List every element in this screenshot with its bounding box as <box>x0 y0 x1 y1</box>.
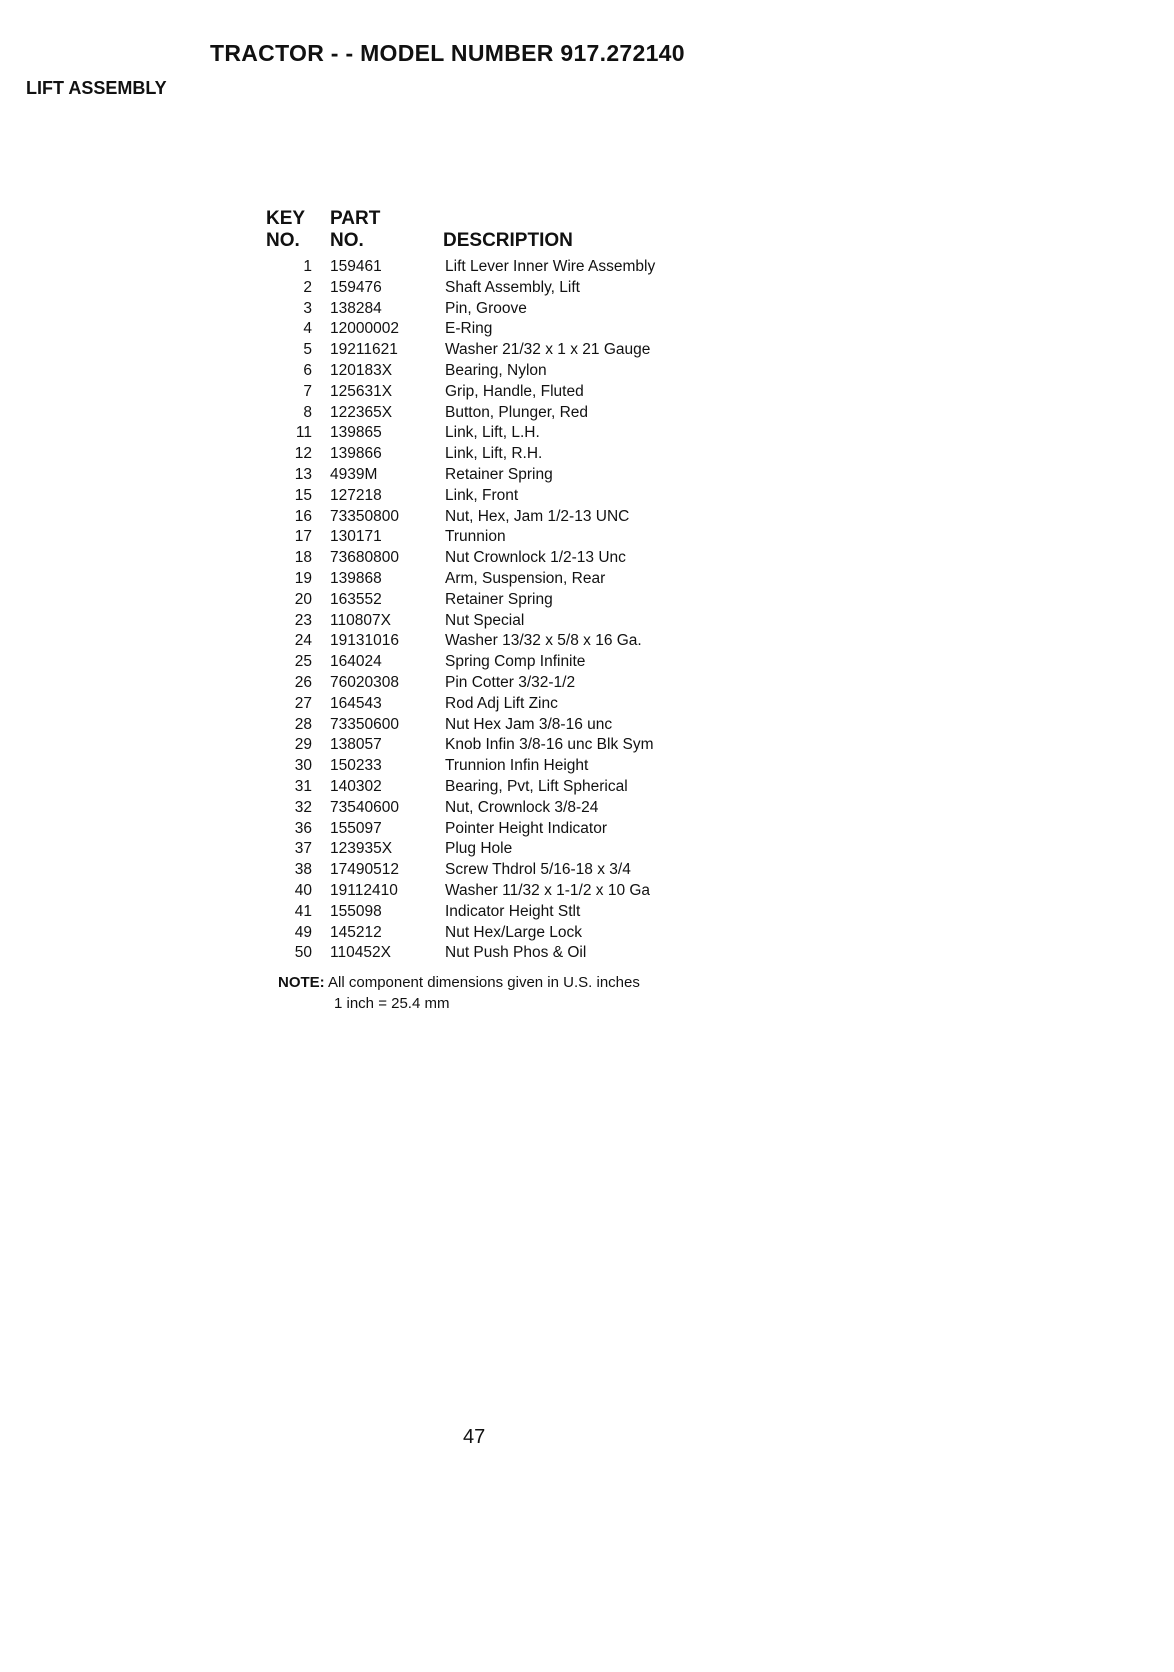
table-row <box>265 569 705 590</box>
description-cell: E-Ring <box>445 320 493 338</box>
description-cell: Nut Hex Jam 3/8-16 unc <box>445 715 613 733</box>
description-cell: Pointer Height Indicator <box>445 819 607 837</box>
key-no-cell: 26 <box>294 673 312 691</box>
part-no-cell: 164024 <box>330 653 382 671</box>
table-row <box>265 465 705 486</box>
key-no-cell: 18 <box>294 549 312 567</box>
description-cell: Screw Thdrol 5/16-18 x 3/4 <box>445 861 631 879</box>
table-row <box>265 423 705 444</box>
key-no-cell: 19 <box>294 569 312 587</box>
table-row <box>265 756 705 777</box>
key-no-cell: 5 <box>303 341 312 359</box>
part-no-cell: 155098 <box>330 902 382 920</box>
key-no-cell: 3 <box>303 299 312 317</box>
key-no-cell: 15 <box>294 486 312 504</box>
description-cell: Retainer Spring <box>445 590 553 608</box>
part-no-cell: 12000002 <box>330 320 399 338</box>
table-row <box>265 319 705 340</box>
table-row <box>265 715 705 736</box>
table-row <box>265 819 705 840</box>
key-no-cell: 2 <box>303 278 312 296</box>
description-cell: Arm, Suspension, Rear <box>445 569 606 587</box>
description-cell: Grip, Handle, Fluted <box>445 382 584 400</box>
key-no-cell: 16 <box>294 507 312 525</box>
part-no-cell: 159476 <box>330 278 382 296</box>
note-line1: All component dimensions given in U.S. inches <box>328 974 640 991</box>
part-no-cell: 76020308 <box>330 673 399 691</box>
key-no-cell: 50 <box>294 944 312 962</box>
description-cell: Washer 13/32 x 5/8 x 16 Ga. <box>445 632 642 650</box>
key-no-cell: 31 <box>294 777 312 795</box>
part-no-cell: 73680800 <box>330 549 399 567</box>
table-row <box>265 257 705 278</box>
part-no-cell: 125631X <box>330 382 393 400</box>
key-no-cell: 28 <box>294 715 312 733</box>
description-cell: Nut Hex/Large Lock <box>445 923 582 941</box>
description-cell: Bearing, Pvt, Lift Spherical <box>445 777 628 795</box>
key-no-cell: 4 <box>303 320 312 338</box>
page-title: TRACTOR - - MODEL NUMBER 917.272140 <box>210 40 685 66</box>
table-row <box>265 444 705 465</box>
table-row <box>265 361 705 382</box>
description-cell: Trunnion <box>445 528 506 546</box>
table-row <box>265 527 705 548</box>
key-no-cell: 41 <box>294 902 312 920</box>
table-row <box>265 881 705 902</box>
key-no-cell: 30 <box>294 757 312 775</box>
description-cell: Retainer Spring <box>445 465 553 483</box>
description-cell: Nut Special <box>445 611 525 629</box>
key-no-cell: 29 <box>294 736 312 754</box>
part-no-cell: 159461 <box>330 258 382 275</box>
description-cell: Link, Front <box>445 486 519 504</box>
key-no-cell: 7 <box>303 382 312 400</box>
key-no-cell: 1 <box>303 258 312 275</box>
part-no-cell: 164543 <box>330 694 382 712</box>
part-no-cell: 139866 <box>330 445 382 463</box>
table-row <box>265 839 705 860</box>
key-no-cell: 37 <box>294 840 312 858</box>
table-row <box>265 486 705 507</box>
key-no-cell: 25 <box>294 653 312 671</box>
table-row <box>265 382 705 403</box>
table-row <box>265 943 705 964</box>
key-no-cell: 40 <box>294 881 312 899</box>
description-cell: Nut, Crownlock 3/8-24 <box>445 798 599 816</box>
key-no-header-line1: KEY <box>266 208 306 229</box>
table-row <box>265 694 705 715</box>
key-no-cell: 24 <box>294 632 312 650</box>
key-no-cell: 36 <box>294 819 312 837</box>
key-no-cell: 23 <box>294 611 312 629</box>
description-cell: Pin Cotter 3/32-1/2 <box>445 673 576 691</box>
description-cell: Rod Adj Lift Zinc <box>445 694 558 712</box>
part-no-header-line2: NO. <box>330 230 364 251</box>
table-row <box>265 548 705 569</box>
part-no-header-line1: PART <box>330 208 381 229</box>
table-row <box>265 611 705 632</box>
part-no-cell: 73540600 <box>330 798 399 816</box>
description-cell: Link, Lift, L.H. <box>445 424 540 442</box>
key-no-cell: 8 <box>303 403 312 421</box>
table-row <box>265 777 705 798</box>
part-no-cell: 123935X <box>330 840 393 858</box>
description-cell: Indicator Height Stlt <box>445 902 581 920</box>
table-row <box>265 902 705 923</box>
table-row <box>265 798 705 819</box>
key-no-cell: 49 <box>294 923 312 941</box>
note <box>278 972 640 1014</box>
table-row <box>265 299 705 320</box>
table-row <box>265 631 705 652</box>
table-row <box>265 403 705 424</box>
table-row <box>265 590 705 611</box>
key-no-cell: 11 <box>295 424 312 442</box>
description-cell: Washer 11/32 x 1-1/2 x 10 Ga <box>445 881 651 899</box>
part-no-cell: 130171 <box>330 528 382 546</box>
description-cell: Shaft Assembly, Lift <box>445 278 580 296</box>
table-row <box>265 923 705 944</box>
part-no-cell: 122365X <box>330 403 393 421</box>
key-no-cell: 27 <box>294 694 312 712</box>
key-no-cell: 38 <box>294 861 312 879</box>
part-no-cell: 73350800 <box>330 507 399 525</box>
key-no-cell: 13 <box>294 465 312 483</box>
part-no-cell: 140302 <box>330 777 382 795</box>
part-no-cell: 17490512 <box>330 861 399 879</box>
part-no-cell: 110807X <box>330 611 391 629</box>
part-no-cell: 19211621 <box>330 341 398 359</box>
key-no-header-line2: NO. <box>266 230 300 251</box>
part-no-cell: 163552 <box>330 590 382 608</box>
note-line2: 1 inch = 25.4 mm <box>334 995 450 1012</box>
part-no-cell: 19112410 <box>330 881 398 899</box>
section-title: LIFT ASSEMBLY <box>26 78 167 98</box>
part-no-cell: 155097 <box>330 819 382 837</box>
table-row <box>265 507 705 528</box>
part-no-cell: 139868 <box>330 569 382 587</box>
description-cell: Knob Infin 3/8-16 unc Blk Sym <box>445 736 654 754</box>
note-label: NOTE: <box>278 974 325 991</box>
part-no-cell: 127218 <box>330 486 382 504</box>
description-cell: Bearing, Nylon <box>445 361 547 379</box>
table-row <box>265 278 705 299</box>
parts-list <box>265 257 705 964</box>
key-no-cell: 32 <box>294 798 312 816</box>
description-header: DESCRIPTION <box>443 230 573 251</box>
key-no-cell: 6 <box>303 361 312 379</box>
part-no-cell: 138057 <box>330 736 382 754</box>
part-no-cell: 19131016 <box>330 632 399 650</box>
description-cell: Plug Hole <box>445 840 513 858</box>
part-no-cell: 73350600 <box>330 715 399 733</box>
description-cell: Nut, Hex, Jam 1/2-13 UNC <box>445 507 630 525</box>
description-cell: Spring Comp Infinite <box>445 653 586 671</box>
table-row <box>265 735 705 756</box>
part-no-cell: 110452X <box>330 944 391 962</box>
description-cell: Nut Push Phos & Oil <box>445 944 587 962</box>
part-no-cell: 150233 <box>330 757 382 775</box>
description-cell: Link, Lift, R.H. <box>445 445 543 463</box>
part-no-cell: 4939M <box>330 465 378 483</box>
part-no-cell: 120183X <box>330 361 393 379</box>
key-no-cell: 17 <box>294 528 312 546</box>
page-number: 47 <box>463 1426 486 1448</box>
description-cell: Pin, Groove <box>445 299 527 317</box>
description-cell: Washer 21/32 x 1 x 21 Gauge <box>445 341 651 359</box>
description-cell: Button, Plunger, Red <box>445 403 589 421</box>
key-no-cell: 20 <box>294 590 312 608</box>
description-cell: Lift Lever Inner Wire Assembly <box>445 258 656 275</box>
description-cell: Nut Crownlock 1/2-13 Unc <box>445 549 626 567</box>
part-no-cell: 145212 <box>330 923 382 941</box>
part-no-cell: 139865 <box>330 424 382 442</box>
table-row <box>265 860 705 881</box>
part-no-cell: 138284 <box>330 299 382 317</box>
table-row <box>265 340 705 361</box>
key-no-cell: 12 <box>294 445 312 463</box>
table-row <box>265 673 705 694</box>
description-cell: Trunnion Infin Height <box>445 757 589 775</box>
table-row <box>265 652 705 673</box>
